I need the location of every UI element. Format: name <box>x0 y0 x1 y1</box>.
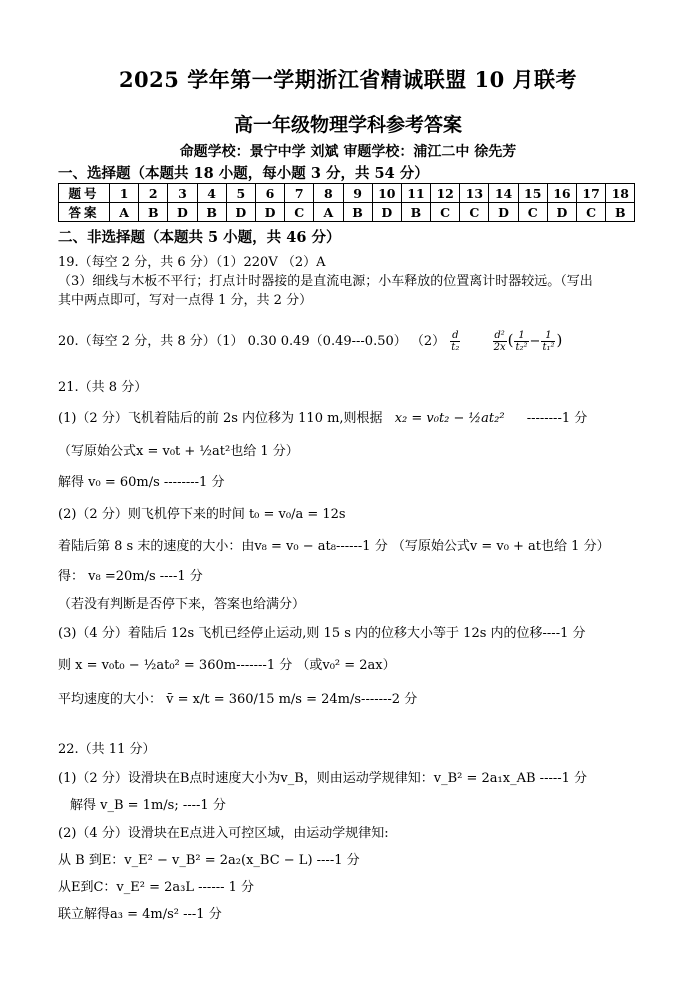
table-number-cell: 9 <box>343 184 372 203</box>
table-number-cell: 7 <box>285 184 314 203</box>
table-answer-cell: B <box>606 203 635 222</box>
table-answer-cell: D <box>255 203 284 222</box>
table-answer-cell: B <box>401 203 430 222</box>
q21-line10: 平均速度的大小： v̄ = x/t = 360/15 m/s = 24m/s-------2 分 <box>58 692 418 707</box>
table-number-cell: 17 <box>577 184 606 203</box>
section2-heading: 二、非选择题（本题共 5 小题，共 46 分） <box>58 229 341 246</box>
table-answer-cell: A <box>314 203 343 222</box>
table-number-cell: 10 <box>372 184 401 203</box>
q20-line: 20.（每空 2 分，共 8 分）（1） 0.30 0.49（0.49---0.50） （2） $\frac{d}{\text{t₂}}$ $\frac{\text{d²}}{2x}$ ( $\frac{1}{\text{t₂²}}$ − $\frac{1}{\text{t₁²}}$ ) <box>58 330 563 353</box>
table-number-cell: 16 <box>547 184 576 203</box>
table-answer-cell: C <box>577 203 606 222</box>
table-number-cell: 3 <box>168 184 197 203</box>
table-number-cell: 5 <box>226 184 255 203</box>
q20-frac-1-t2sq: $\frac{1}{\text{t₂²}}$ <box>515 330 528 353</box>
q22-line1: (1)（2 分）设滑块在B点时速度大小为v_B，则由运动学规律知：v_B² = 2a₁x_AB -----1 分 <box>58 771 588 786</box>
table-answer-cell: C <box>460 203 489 222</box>
table-answer-cell: D <box>226 203 255 222</box>
q20-frac-1-t1sq: $\frac{1}{\text{t₁²}}$ <box>542 330 555 353</box>
answer-table-number-row <box>59 184 635 203</box>
author-schools: 命题学校：景宁中学 刘斌 审题学校：浦江二中 徐先芳 <box>179 144 517 160</box>
table-number-cell: 4 <box>197 184 226 203</box>
q21-line5: 着陆后第 8 s 末的速度的大小：由v₈ = v₀ − at₈------1 分 （写原始公式v = v₀ + at也给 1 分） <box>58 539 610 554</box>
table-answer-cell: B <box>343 203 372 222</box>
answer-table <box>58 183 635 222</box>
q19-line3: 其中两点即可，写对一点得 1 分，共 2 分） <box>58 293 313 308</box>
table-answer-cell: D <box>168 203 197 222</box>
table-number-cell: 18 <box>606 184 635 203</box>
q21-eq1: x₂ = v₀t₂ − ½at₂² <box>394 411 505 426</box>
q21-line1: (1)（2 分）飞机着陆后的前 2s 内位移为 110 m,则根据 x₂ = v₀t₂ − ½at₂² --------1 分 <box>58 411 588 426</box>
q22-heading: 22.（共 11 分） <box>58 742 156 757</box>
q22-line4: 从 B 到E：v_E² − v_B² = 2a₂(x_BC − L) ----1 分 <box>58 853 360 868</box>
section1-heading: 一、选择题（本题共 18 小题，每小题 3 分，共 54 分） <box>58 165 429 182</box>
q21-line2: （写原始公式x = v₀t + ½at²也给 1 分） <box>58 444 299 459</box>
table-number-cell: 1 <box>110 184 139 203</box>
q22-line2: 解得 v_B = 1m/s; ----1 分 <box>70 798 226 813</box>
table-number-cell: 12 <box>431 184 460 203</box>
q19-line1: 19.（每空 2 分，共 6 分）（1）220V （2）A <box>58 255 326 270</box>
table-number-cell: 13 <box>460 184 489 203</box>
table-number-cell: 14 <box>489 184 518 203</box>
q21-line6: 得： v₈ =20m/s ----1 分 <box>58 569 203 584</box>
table-number-cell: 15 <box>518 184 547 203</box>
table-number-cell: 8 <box>314 184 343 203</box>
q21-line4: (2)（2 分）则飞机停下来的时间 t₀ = v₀/a = 12s <box>58 507 346 522</box>
exam-title: 2025 学年第一学期浙江省精诚联盟 10 月联考 <box>118 67 578 92</box>
table-answer-cell: D <box>489 203 518 222</box>
table-number-cell: 11 <box>401 184 430 203</box>
q20-frac-d-t2: $\frac{d}{\text{t₂}}$ <box>451 330 460 353</box>
table-answer-cell: C <box>518 203 547 222</box>
q21-heading: 21.（共 8 分） <box>58 380 148 395</box>
table-answer-cell: B <box>139 203 168 222</box>
q21-line9: 则 x = v₀t₀ − ½at₀² = 360m-------1 分 （或v₀² = 2ax） <box>58 658 396 673</box>
q21-line8: (3)（4 分）着陆后 12s 飞机已经停止运动,则 15 s 内的位移大小等于 12s 内的位移----1 分 <box>58 626 586 641</box>
table-answer-cell: C <box>431 203 460 222</box>
q20-frac-d2-2x: $\frac{\text{d²}}{2x}$ <box>493 330 506 353</box>
q21-line3: 解得 v₀ = 60m/s --------1 分 <box>58 475 225 490</box>
q19-line2: （3）细线与木板不平行；打点计时器接的是直流电源；小车释放的位置离计时器较远。（写出 <box>58 274 593 289</box>
table-answer-cell: D <box>372 203 401 222</box>
table-number-cell: 6 <box>255 184 284 203</box>
table-answer-cell: A <box>110 203 139 222</box>
table-answer-cell: C <box>285 203 314 222</box>
table-label-number: 题号 <box>59 184 110 203</box>
table-number-cell: 2 <box>139 184 168 203</box>
q20-prefix: 20.（每空 2 分，共 8 分）（1） 0.30 0.49（0.49---0.50） （2） <box>58 334 446 349</box>
q22-line6: 联立解得a₃ = 4m/s² ---1 分 <box>58 907 222 922</box>
q22-line5: 从E到C：v_E² = 2a₃L ------ 1 分 <box>58 880 255 895</box>
table-label-answer: 答案 <box>59 203 110 222</box>
table-answer-cell: B <box>197 203 226 222</box>
q21-line7: （若没有判断是否停下来，答案也给满分） <box>58 597 306 612</box>
q22-line3: (2)（4 分）设滑块在E点进入可控区域，由运动学规律知: <box>58 826 389 841</box>
exam-subtitle: 高一年级物理学科参考答案 <box>233 114 462 136</box>
table-answer-cell: D <box>547 203 576 222</box>
answer-table-answer-row <box>59 203 635 222</box>
